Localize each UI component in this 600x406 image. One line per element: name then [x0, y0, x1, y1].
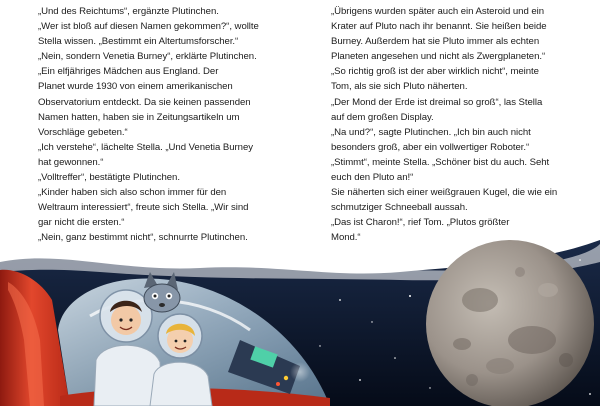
text-line: auf dem großen Display.: [331, 111, 434, 123]
text-line: „Volltreffer“, bestätigte Plutinchen.: [38, 172, 180, 184]
text-line: hat gewonnen.“: [38, 156, 104, 168]
text-line: Weltraum interessiert“, freute sich Stella. „Wir sind: [38, 202, 249, 214]
text-line: „Der Mond der Erde ist dreimal so groß“, las Stella: [331, 96, 543, 108]
text-line: „Na und?“, sagte Plutinchen. „Ich bin auch nicht: [331, 126, 531, 138]
text-line: besonders groß, aber ein vollwertiger Roboter.“: [331, 141, 530, 153]
text-line: „Ich verstehe“, lächelte Stella. „Und Venetia Burney: [38, 141, 253, 153]
text-line: „Übrigens wurden später auch ein Asteroid und ein: [331, 6, 545, 17]
text-line: „Stimmt“, meinte Stella. „Schöner bist du auch. Seht: [331, 156, 550, 168]
text-line: gar nicht die ersten.“: [38, 217, 125, 229]
text-line: „Nein, ganz bestimmt nicht“, schnurrte Plutinchen.: [38, 232, 248, 244]
charon-moon-icon: [426, 240, 594, 406]
text-line: Krater auf Pluto nach ihr benannt. Sie heißen beide: [331, 21, 547, 33]
text-line: Burney. Außerdem hat sie Pluto immer als echten: [331, 36, 540, 48]
text-line: schmutziger Schneeball aussah.: [331, 202, 468, 214]
text-line: „So richtig groß ist der aber wirklich nicht“, meinte: [331, 66, 539, 78]
text-line: Mond.“: [331, 232, 361, 244]
text-line: Planeten angesehen und nicht als Zwergplaneten.“: [331, 51, 546, 63]
text-line: Namen hatten, haben sie in Zeitungsartikeln um: [38, 111, 240, 123]
text-line: Tom, als sie sich Pluto näherten.: [331, 81, 468, 93]
text-line: Sie näherten sich einer weißgrauen Kugel, die wie ein: [331, 187, 558, 199]
text-line: „Wer ist bloß auf diesen Namen gekommen?“, wollte: [38, 21, 259, 33]
text-line: Vorschläge gebeten.“: [38, 126, 128, 138]
text-line: „Nein, sondern Venetia Burney“, erklärte Plutinchen.: [38, 51, 257, 63]
text-line: „Das ist Charon!“, rief Tom. „Plutos größter: [331, 217, 510, 229]
text-line: „Und des Reichtums“, ergänzte Plutinchen.: [38, 6, 219, 17]
text-line: Planet wurde 1930 von einem amerikanischen: [38, 81, 233, 93]
text-column-left: [38, 4, 259, 246]
text-line: „Kinder haben sich also schon immer für den: [38, 187, 227, 199]
text-column-right: [331, 4, 557, 246]
text-line: Stella wissen. „Bestimmt ein Altertumsforscher.“: [38, 36, 239, 48]
text-line: euch den Pluto an!“: [331, 172, 414, 184]
text-line: Observatorium entdeckt. Da sie keinen passenden: [38, 96, 251, 108]
text-line: „Ein elfjähriges Mädchen aus England. Der: [38, 66, 219, 78]
